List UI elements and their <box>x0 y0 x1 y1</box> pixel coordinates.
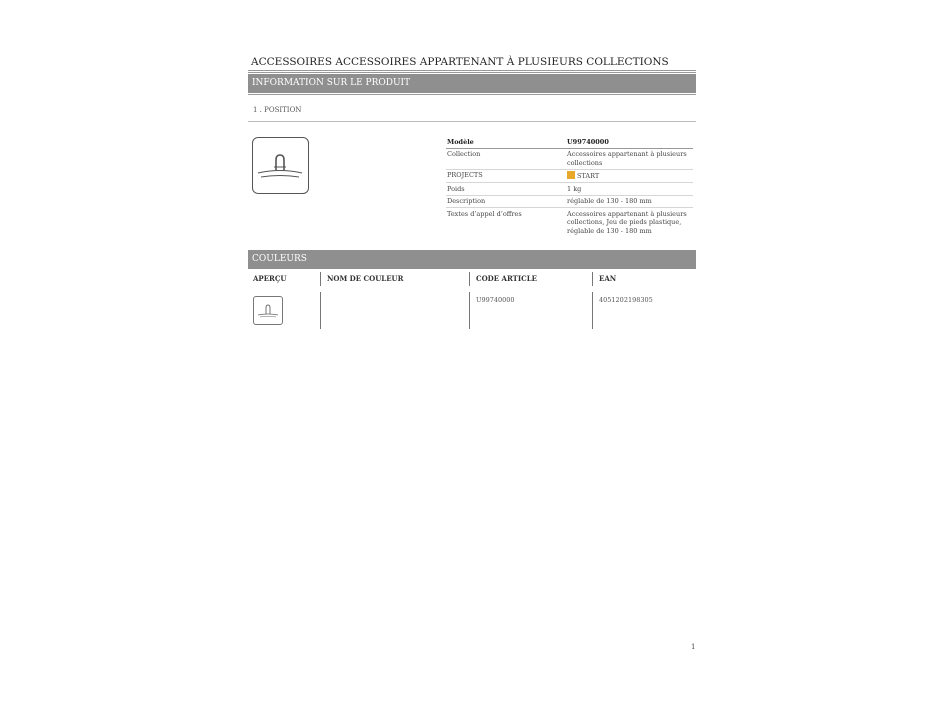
column-header-preview: APERÇU <box>253 274 287 283</box>
spec-table <box>446 136 693 237</box>
column-divider <box>592 272 593 286</box>
spec-key: Collection <box>446 148 566 169</box>
spec-key: Poids <box>446 183 566 196</box>
spec-value: 1 kg <box>566 183 693 196</box>
spec-key: Modèle <box>446 136 566 148</box>
column-divider <box>320 292 321 329</box>
spec-value-projects <box>566 169 693 183</box>
column-divider <box>469 272 470 286</box>
spec-value: U99740000 <box>566 136 693 148</box>
spec-row-description <box>446 195 693 208</box>
spec-value: Accessoires appartenant à plusieurs collections, Jeu de pieds plastique, réglable de 130 - 180 mm <box>567 209 687 235</box>
faucet-basin-icon <box>253 296 283 325</box>
column-divider <box>469 292 470 329</box>
colors-header <box>248 250 696 269</box>
column-header-color-name: NOM DE COULEUR <box>327 274 404 283</box>
position-subheading: 1 . POSITION <box>253 106 302 114</box>
project-color-swatch <box>567 171 575 179</box>
spec-key: Textes d’appel d’offres <box>447 209 522 218</box>
column-header-ean: EAN <box>599 274 617 283</box>
spec-row-weight <box>446 183 693 196</box>
faucet-basin-icon <box>252 137 309 194</box>
title-rule-2 <box>248 72 696 73</box>
article-code-cell: U99740000 <box>476 296 515 304</box>
column-divider <box>592 292 593 329</box>
document-title: ACCESSOIRES ACCESSOIRES APPARTENANT À PLUSIEURS COLLECTIONS <box>251 56 669 68</box>
ean-cell: 4051202198305 <box>599 296 653 304</box>
spec-value: START <box>577 172 600 180</box>
column-divider <box>320 272 321 286</box>
product-info-heading: INFORMATION SUR LE PRODUIT <box>252 78 411 88</box>
spec-row-model <box>446 136 693 148</box>
spec-row-projects <box>446 169 693 183</box>
spec-row-tender-text <box>446 208 693 237</box>
spec-row-collection <box>446 148 693 169</box>
spec-value: réglable de 130 - 180 mm <box>566 195 693 208</box>
colors-heading: COULEURS <box>252 254 307 264</box>
spec-key: PROJECTS <box>446 169 566 183</box>
column-header-article-code: CODE ARTICLE <box>476 274 537 283</box>
product-info-header <box>248 74 696 93</box>
page-number: 1 <box>691 643 696 651</box>
section-rule <box>248 94 696 95</box>
spec-value: Accessoires appartenant à plusieurs collections <box>566 148 693 169</box>
subheading-rule <box>248 121 696 122</box>
title-rule <box>248 70 696 71</box>
spec-key: Description <box>446 195 566 208</box>
